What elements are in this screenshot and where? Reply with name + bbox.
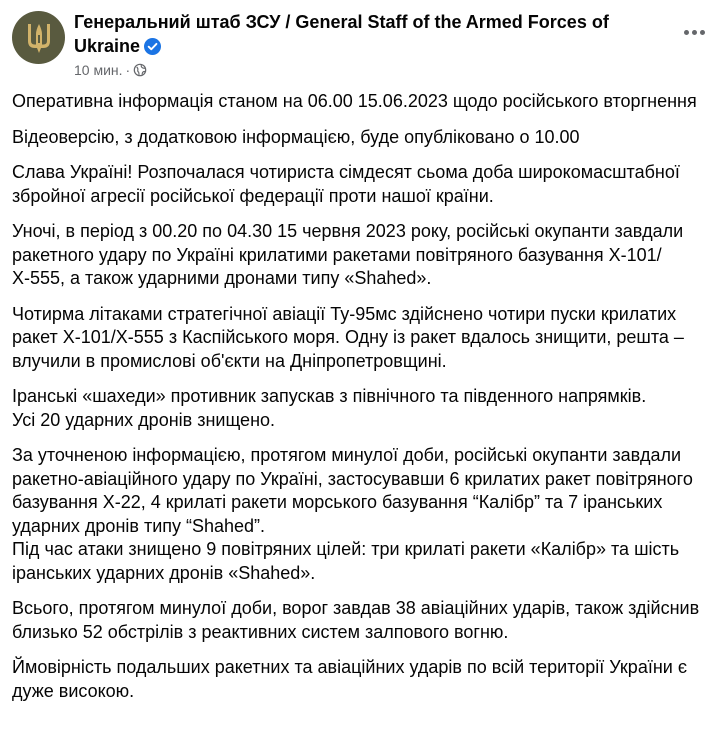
post-content (12, 90, 712, 715)
post-paragraph: Слава Україні! Розпочалася чотириста сімдесят сьома доба широкомасштабної збройної агресії російської федерації проти нашої країни. (12, 162, 680, 206)
post-paragraph: Оперативна інформація станом на 06.00 15.06.2023 щодо російського вторгнення (12, 91, 697, 111)
post-header (12, 10, 716, 86)
post-meta (74, 61, 147, 79)
verified-badge-icon (144, 38, 161, 55)
more-dot (692, 30, 697, 35)
post-paragraph: Уночі, в період з 00.20 по 04.30 15 червня 2023 року, російські окупанти завдали ракетного удару по Україні крилатими ракетами повітряного базування Х-101/Х-555, а також ударними дронами типу «Shahed». (12, 221, 684, 288)
post-timestamp[interactable]: 10 мин. (74, 62, 123, 78)
more-dot (684, 30, 689, 35)
more-options-icon[interactable] (676, 22, 712, 42)
post-paragraph: Всього, протягом минулої доби, ворог завдав 38 авіаційних ударів, також здійснив близько 52 обстрілів з реактивних систем залпового вогню. (12, 598, 700, 642)
more-dot (700, 30, 705, 35)
author-name[interactable]: Генеральний штаб ЗСУ / General Staff of the Armed Forces of Ukraine (74, 12, 609, 56)
post-paragraph: За уточненою інформацією, протягом минулої доби, російські окупанти завдали ракетно-авіаційного удару по Україні, застосувавши 6 крилатих ракет повітряного базування Х-22, 4 крилаті ракети морського базування “Калібр” та 7 іранських ударних дронів типу “Shahed”. Під час атаки знищено 9 повітряних цілей: три крилаті ракети «Калібр» та шість іранських ударних дронів «Shahed». (12, 445, 693, 583)
globe-icon[interactable] (133, 63, 147, 77)
post-paragraph: Іранські «шахеди» противник запускав з північного та південного напрямків. Усі 20 ударних дронів знищено. (12, 386, 647, 430)
avatar[interactable] (12, 11, 65, 64)
trident-emblem-icon (24, 21, 54, 55)
post-author[interactable] (74, 10, 654, 58)
post-paragraph: Ймовірність подальших ракетних та авіаційних ударів по всій території України є дуже високою. (12, 657, 688, 701)
post-paragraph: Чотирма літаками стратегічної авіації Ту-95мс здійснено чотири пуски крилатих ракет Х-101/Х-555 з Каспійського моря. Одну із ракет вдалось знищити, решта – влучили в промислові об'єкти на Дніпропетровщині. (12, 303, 684, 371)
meta-separator: · (125, 62, 131, 78)
post-paragraph: Відеоверсію, з додатковою інформацією, буде опубліковано о 10.00 (12, 126, 580, 147)
